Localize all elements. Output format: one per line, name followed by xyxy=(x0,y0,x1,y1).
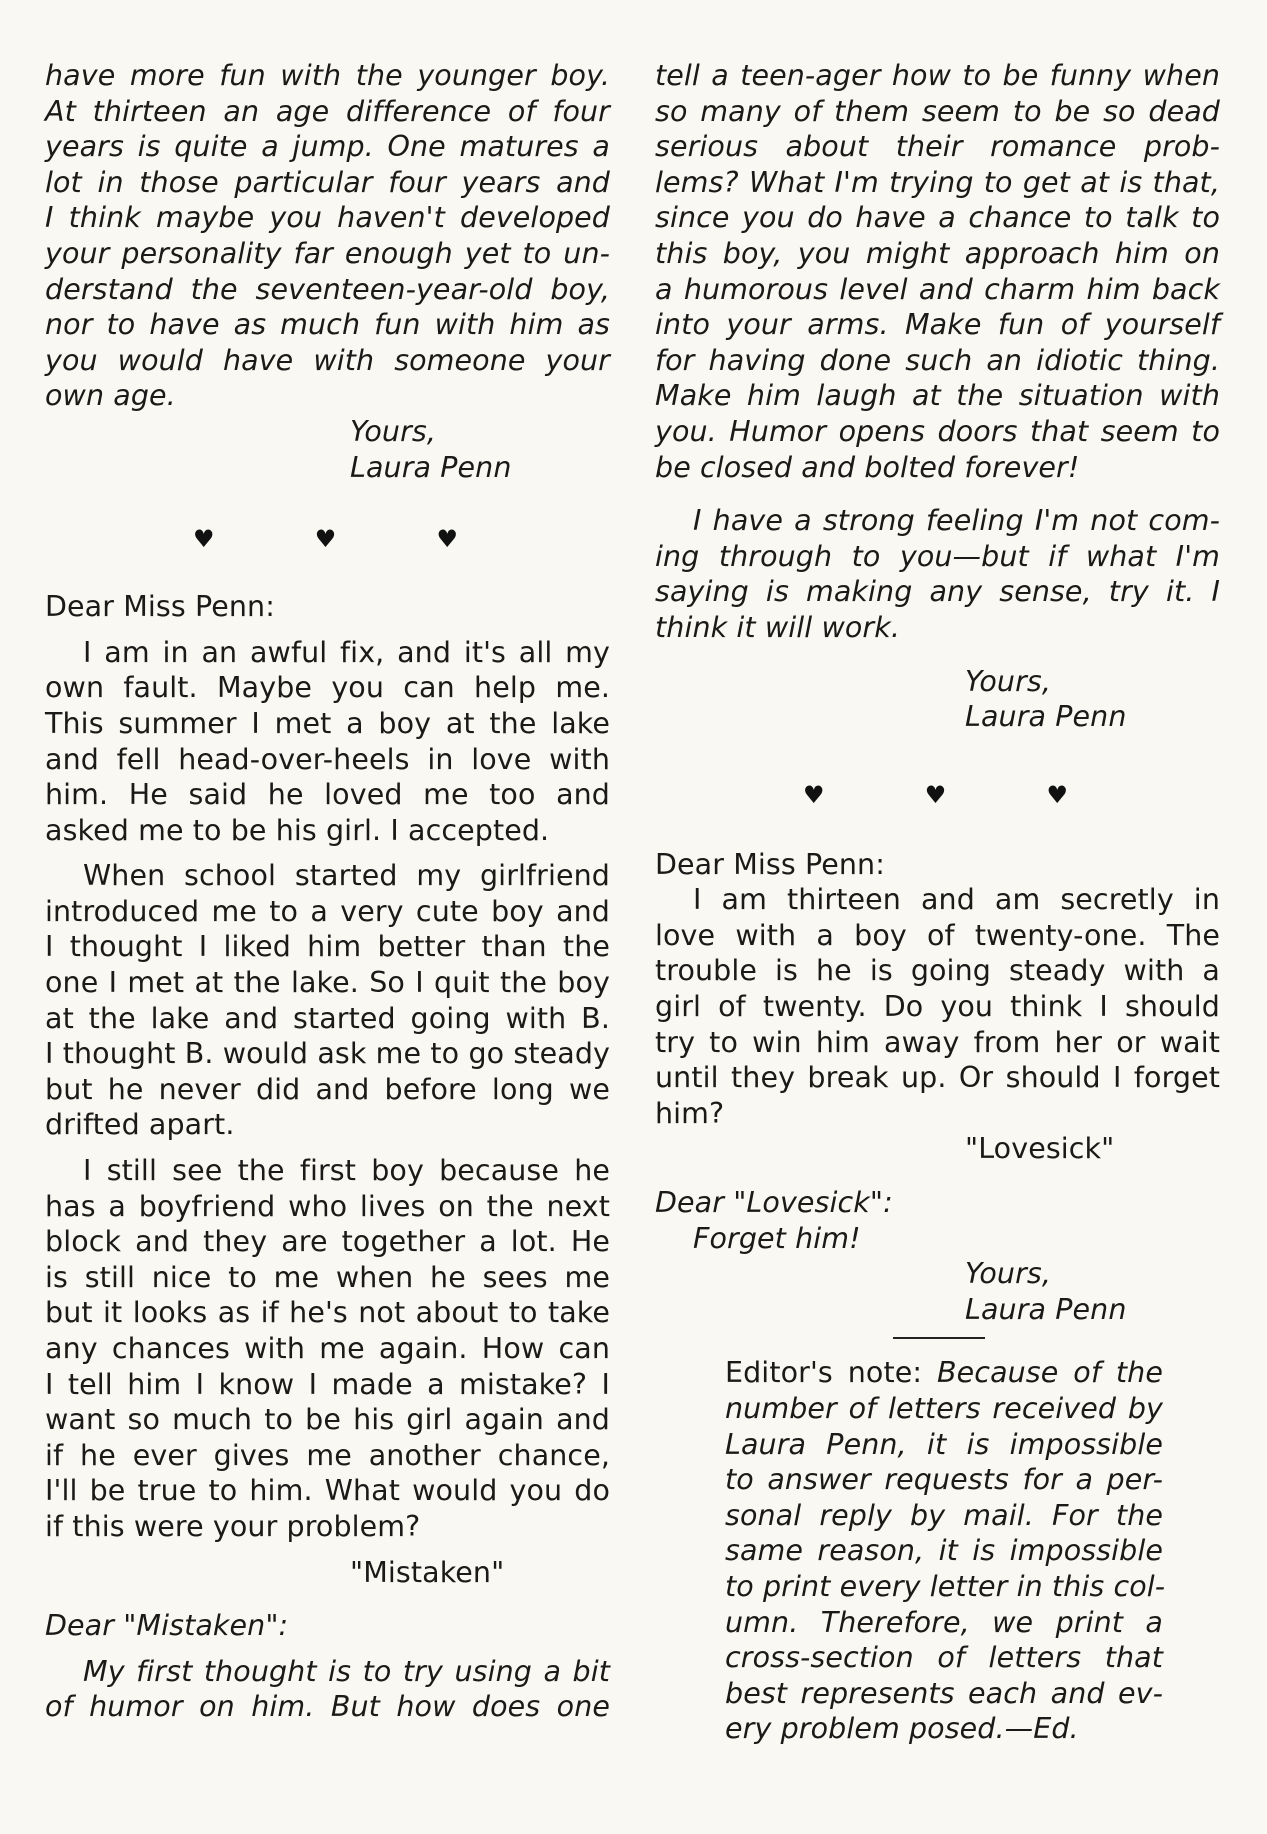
text-line: I thought I liked him better than the xyxy=(45,930,610,964)
text-line: your personality far enough yet to un- xyxy=(45,236,610,270)
reply-text: Forget him! xyxy=(693,1221,861,1255)
text-line xyxy=(725,1355,1163,1391)
letter-paragraph-3 xyxy=(45,1153,610,1545)
text-line: When school started my girlfriend xyxy=(83,859,610,893)
letter-salutation: Dear Miss Penn: xyxy=(45,590,275,624)
text-line: lems? What I'm trying to get at is that, xyxy=(655,165,1220,199)
letter-signature: "Lovesick" xyxy=(965,1132,1115,1166)
text-line: since you do have a chance to talk to xyxy=(655,201,1220,235)
text-line: any chances with me again. How can xyxy=(45,1332,610,1365)
reply-paragraph-2 xyxy=(655,503,1220,645)
heart-icon: ♥ xyxy=(314,525,337,554)
signature-closing: Yours, xyxy=(350,414,437,448)
text-line: saying is making any sense, try it. I xyxy=(655,575,1220,609)
text-line: lot in those particular four years and xyxy=(45,165,610,199)
letter-paragraph-1 xyxy=(45,635,610,849)
text-line: love with a boy of twenty-one. The xyxy=(655,918,1220,952)
signature-name: Laura Penn xyxy=(350,450,512,484)
text-line: years is quite a jump. One matures a xyxy=(45,130,610,164)
text-line: trouble is he is going steady with a xyxy=(655,954,1220,988)
text-line: number of letters received by xyxy=(725,1392,1163,1425)
editors-note xyxy=(655,1355,1220,1747)
text-line: asked me to be his girl. I accepted. xyxy=(45,813,550,847)
reply-salutation: Dear "Lovesick": xyxy=(655,1186,893,1220)
text-line: I have a strong feeling I'm not com- xyxy=(693,504,1220,538)
text-line: until they break up. Or should I forget xyxy=(655,1061,1220,1095)
text-line: I am in an awful fix, and it's all my xyxy=(83,635,610,669)
text-line: I tell him I know I made a mistake? I xyxy=(45,1367,610,1401)
text-line: I thought B. would ask me to go steady xyxy=(45,1037,610,1071)
text-line: best represents each and ev- xyxy=(725,1676,1163,1710)
text-line: umn. Therefore, we print a xyxy=(725,1605,1163,1639)
text-line: nor to have as much fun with him as xyxy=(45,308,610,342)
heart-icon: ♥ xyxy=(803,780,825,809)
text-line: think it will work. xyxy=(655,610,900,644)
reply-ending xyxy=(45,58,610,414)
text-line: At thirteen an age difference of four xyxy=(45,94,610,128)
text-line: if this were your problem? xyxy=(45,1509,421,1543)
right-column xyxy=(655,58,1220,1747)
text-line: Make him laugh at the situation with xyxy=(655,379,1220,413)
text-line: block and they are together a lot. He xyxy=(45,1225,610,1259)
text-line: own age. xyxy=(45,379,176,413)
text-line: ery problem posed.—Ed. xyxy=(725,1712,1079,1746)
text-line: you would have with someone your xyxy=(45,343,610,377)
text-line: tell a teen-ager how to be funny when xyxy=(655,59,1220,92)
heart-icon: ♥ xyxy=(193,525,215,554)
heart-icon: ♥ xyxy=(924,780,947,809)
text-line: want so much to be his girl again and xyxy=(45,1403,610,1437)
text-line: My first thought is to try using a bit xyxy=(83,1654,610,1688)
text-line: I still see the first boy because he xyxy=(83,1154,610,1188)
heart-divider xyxy=(193,525,458,554)
letter-paragraph-2 xyxy=(45,858,610,1143)
left-column xyxy=(45,58,610,1725)
text-line: try to win him away from her or wait xyxy=(655,1025,1220,1059)
text-line: is still nice to me when he sees me xyxy=(45,1260,610,1294)
text-line: for having done such an idiotic thing. xyxy=(655,343,1220,377)
letter-signature: "Mistaken" xyxy=(350,1555,505,1589)
text-line: but he never did and before long we xyxy=(45,1072,610,1106)
signature-name: Laura Penn xyxy=(965,700,1127,734)
heart-divider xyxy=(803,780,1068,809)
reply-continuation xyxy=(655,58,1220,485)
text-line: own fault. Maybe you can help me. xyxy=(45,671,610,705)
heart-icon: ♥ xyxy=(436,525,458,554)
signature-name: Laura Penn xyxy=(965,1292,1127,1326)
text-line: him. He said he loved me too and xyxy=(45,778,610,812)
text-line: a humorous level and charm him back xyxy=(655,272,1220,306)
reply-salutation: Dear "Mistaken": xyxy=(45,1609,289,1643)
text-line: cross-section of letters that xyxy=(725,1641,1163,1675)
reply-start xyxy=(45,1654,610,1725)
text-line: of humor on him. But how does one xyxy=(45,1690,610,1724)
text-line: I'll be true to him. What would you do xyxy=(45,1474,610,1508)
text-line: be closed and bolted forever! xyxy=(655,450,1080,484)
text-line: derstand the seventeen-year-old boy, xyxy=(45,272,610,306)
text-line: girl of twenty. Do you think I should xyxy=(655,990,1220,1024)
signature-closing: Yours, xyxy=(965,664,1052,698)
text-line: one I met at the lake. So I quit the boy xyxy=(45,966,610,1000)
text-line: ing through to you—but if what I'm xyxy=(655,539,1220,573)
text-line: I think maybe you haven't developed xyxy=(45,201,610,235)
text-line: sonal reply by mail. For the xyxy=(725,1498,1163,1532)
text-line: into your arms. Make fun of yourself xyxy=(655,308,1220,342)
text-line: you. Humor opens doors that seem to xyxy=(655,414,1220,448)
letter-body xyxy=(655,882,1220,1131)
text-line: this boy, you might approach him on xyxy=(655,236,1220,270)
text-line: him? xyxy=(655,1096,725,1130)
text-line: have more fun with the younger boy. xyxy=(45,59,610,92)
text-line: at the lake and started going with B. xyxy=(45,1001,610,1035)
editors-note-label: Editor's note: xyxy=(725,1356,923,1390)
signature-closing: Yours, xyxy=(965,1257,1052,1291)
section-divider xyxy=(893,1337,985,1339)
text-line: same reason, it is impossible xyxy=(725,1534,1163,1568)
letter-salutation: Dear Miss Penn: xyxy=(655,847,885,881)
text-line: This summer I met a boy at the lake xyxy=(45,706,610,740)
text-line: if he ever gives me another chance, xyxy=(45,1438,610,1472)
text-line: drifted apart. xyxy=(45,1108,235,1142)
text-line: serious about their romance prob- xyxy=(655,130,1220,164)
text-line: but it looks as if he's not about to take xyxy=(45,1296,610,1330)
text-line: to print every letter in this col- xyxy=(725,1569,1166,1603)
heart-icon: ♥ xyxy=(1046,780,1068,809)
text-line: Laura Penn, it is impossible xyxy=(725,1427,1163,1461)
text-line: and fell head-over-heels in love with xyxy=(45,742,610,776)
text-line: has a boyfriend who lives on the next xyxy=(45,1189,610,1223)
text-line: to answer requests for a per- xyxy=(725,1463,1163,1497)
editors-note-text: Because of the xyxy=(937,1356,1163,1390)
text-line: I am thirteen and am secretly in xyxy=(693,883,1220,917)
text-line: introduced me to a very cute boy and xyxy=(45,894,610,928)
text-line: so many of them seem to be so dead xyxy=(655,94,1220,128)
